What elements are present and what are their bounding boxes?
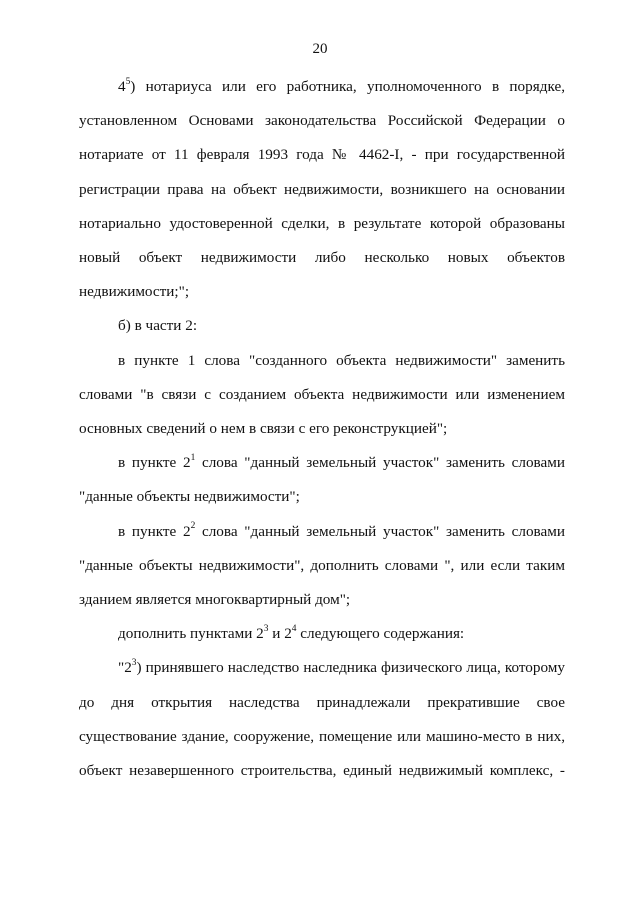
text-run: в пункте 1 слова "созданного объекта недвижимости" заменить словами "в связи с созданием объекта недвижимости или изменением основных сведений о нем в связи с его реконструкцией";	[79, 351, 565, 438]
paragraph	[79, 515, 565, 618]
paragraph	[79, 309, 565, 343]
superscript: 5	[125, 76, 131, 87]
text-run: дополнить пунктами 2	[118, 625, 264, 643]
text-run: "2	[118, 659, 132, 677]
superscript: 3	[131, 657, 137, 668]
paragraph	[79, 70, 565, 309]
text-run: следующего содержания:	[296, 625, 465, 643]
superscript: 1	[190, 452, 196, 463]
text-run: ) нотариуса или его работника, уполномоченного в порядке, установленном Основами законодательства Российской Федерации о нотариате от 11 февраля 1993 года № 4462-I, - при государственной регистрации права на объект недвижимости, возникшего на основании нотариально удостоверенной сделки, в результате которой образованы новый объект недвижимости либо несколько новых объектов недвижимости;";	[79, 78, 565, 301]
page-number: 20	[312, 41, 328, 57]
text-run: и 2	[268, 625, 292, 643]
superscript: 3	[263, 623, 269, 634]
paragraph	[79, 617, 565, 651]
superscript: 2	[190, 521, 196, 532]
paragraph	[79, 651, 565, 788]
document-body	[79, 70, 565, 788]
text-run: в пункте 2	[118, 454, 191, 472]
text-run: слова "данный земельный участок" заменить словами "данные объекты недвижимости", дополнить словами ", или если таким зданием является многоквартирный дом";	[79, 522, 565, 609]
paragraph	[79, 446, 565, 514]
text-run: в пункте 2	[118, 522, 191, 540]
text-run: 4	[118, 78, 126, 95]
paragraph	[79, 344, 565, 447]
text-run: б) в части 2:	[118, 317, 198, 335]
superscript: 4	[291, 623, 297, 634]
text-run: ) принявшего наследство наследника физического лица, которому до дня открытия наследства принадлежали прекратившие свое существование здание, сооружение, помещение или машино-место в них, объект незавершенного строительства, единый недвижимый комплекс, -	[79, 659, 565, 780]
text-run: слова "данный земельный участок" заменить словами "данные объекты недвижимости";	[79, 454, 565, 506]
